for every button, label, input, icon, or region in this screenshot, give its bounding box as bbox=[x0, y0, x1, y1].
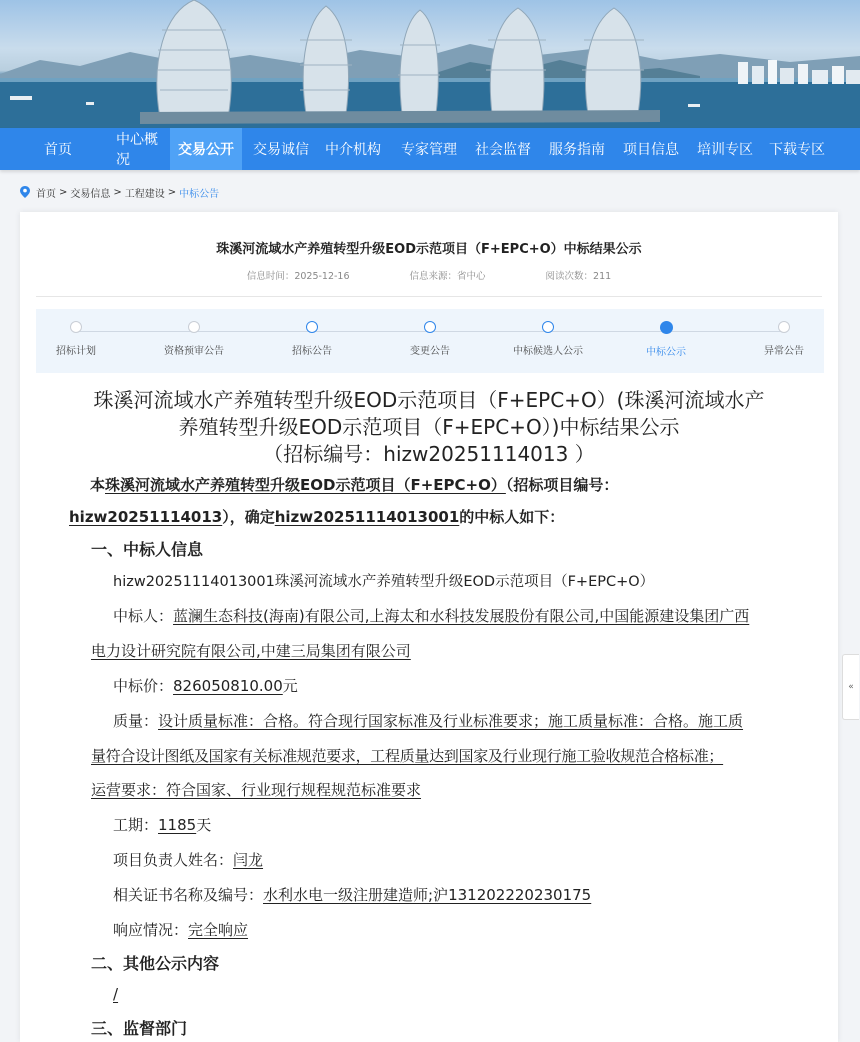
step-label: 变更公告 bbox=[410, 346, 450, 357]
quality-label: 质量： bbox=[113, 712, 159, 730]
quality-value-continued: 运营要求：符合国家、行业现行规程规范标准要求 bbox=[91, 781, 422, 799]
title-divider bbox=[36, 296, 822, 297]
nav-item-home[interactable]: 首页 bbox=[44, 142, 72, 158]
breadcrumb-separator: > bbox=[113, 186, 122, 198]
intro-section-code: hizw20251114013001 bbox=[274, 508, 460, 526]
intro-prefix: 本 bbox=[90, 476, 106, 494]
response-value: 完全响应 bbox=[188, 921, 249, 939]
nav-item-expert-management[interactable]: 专家管理 bbox=[401, 142, 457, 158]
price-value: 826050810.00 bbox=[173, 677, 283, 695]
certificate-line bbox=[113, 884, 591, 905]
nav-item-service-guide[interactable]: 服务指南 bbox=[549, 142, 605, 158]
price-line bbox=[113, 675, 298, 696]
step-prequalification[interactable] bbox=[139, 321, 249, 357]
step-label: 招标计划 bbox=[56, 346, 96, 357]
winner-line bbox=[113, 605, 749, 626]
winner-label: 中标人： bbox=[113, 607, 174, 625]
intro-project-code: hizw20251114013 bbox=[69, 508, 223, 526]
article-meta bbox=[20, 268, 838, 282]
section-name: hizw20251114013001珠溪河流域水产养殖转型升级EOD示范项目（F+EPC+O） bbox=[113, 574, 655, 590]
section-winner-info-heading: 一、中标人信息 bbox=[91, 540, 204, 559]
banner-city-skyline-image bbox=[0, 0, 860, 128]
section-other-heading: 二、其他公示内容 bbox=[91, 954, 220, 973]
quality-line bbox=[113, 710, 743, 731]
intro-line-2 bbox=[69, 506, 564, 527]
certificate-label: 相关证书名称及编号： bbox=[113, 886, 264, 904]
manager-line bbox=[113, 849, 263, 870]
nav-item-intermediary[interactable]: 中介机构 bbox=[325, 142, 381, 158]
breadcrumb-separator: > bbox=[59, 186, 68, 198]
nav-item-project-info[interactable]: 项目信息 bbox=[623, 142, 679, 158]
main-nav bbox=[0, 128, 860, 170]
quality-value: 设计质量标准：合格。符合现行国家标准及行业标准要求；施工质量标准：合格。施工质 bbox=[158, 712, 744, 730]
response-label: 响应情况： bbox=[113, 921, 189, 939]
step-dot bbox=[660, 321, 673, 334]
step-dot bbox=[542, 321, 554, 333]
step-tender-notice[interactable] bbox=[257, 321, 367, 357]
price-label: 中标价： bbox=[113, 677, 174, 695]
document-title-line: 养殖转型升级EOD示范项目（F+EPC+O）)中标结果公示 bbox=[178, 415, 680, 439]
winner-value: 蓝澜生态科技(海南)有限公司,上海太和水科技发展股份有限公司,中国能源建设集团广西 bbox=[173, 607, 750, 625]
period-value: 1185 bbox=[158, 816, 197, 834]
breadcrumb-separator: > bbox=[167, 186, 177, 198]
section-supervision-heading: 三、监督部门 bbox=[91, 1019, 188, 1038]
step-dot bbox=[306, 321, 318, 333]
period-unit: 天 bbox=[196, 816, 212, 834]
breadcrumb-current[interactable]: 中标公告 bbox=[179, 188, 220, 200]
step-label: 招标公告 bbox=[292, 346, 332, 357]
period-label: 工期： bbox=[113, 816, 159, 834]
intro-project-name: 珠溪河流域水产养殖转型升级EOD示范项目（F+EPC+O） bbox=[105, 476, 506, 494]
document-title-line: 珠溪河流域水产养殖转型升级EOD示范项目（F+EPC+O）(珠溪河流域水产 bbox=[93, 388, 765, 412]
location-pin-icon bbox=[20, 186, 30, 198]
breadcrumb-trading-info[interactable]: 交易信息 bbox=[70, 188, 111, 200]
step-label: 资格预审公告 bbox=[164, 346, 224, 357]
response-line bbox=[113, 919, 248, 940]
period-line bbox=[113, 814, 211, 835]
info-time: 信息时间：2025-12-16 bbox=[246, 271, 350, 282]
step-award-publicity[interactable] bbox=[611, 321, 721, 358]
price-unit: 元 bbox=[282, 677, 298, 695]
info-source: 信息来源：省中心 bbox=[409, 271, 486, 282]
process-steps bbox=[36, 309, 824, 373]
breadcrumb bbox=[20, 184, 219, 200]
nav-item-training[interactable]: 培训专区 bbox=[697, 142, 753, 158]
nav-item-center-overview[interactable]: 中心概况 bbox=[116, 132, 158, 168]
read-count: 阅读次数：211 bbox=[545, 271, 612, 282]
article-card bbox=[20, 212, 838, 1042]
nav-item-trading-integrity[interactable]: 交易诚信 bbox=[253, 142, 309, 158]
manager-label: 项目负责人姓名： bbox=[113, 851, 234, 869]
other-content-value: / bbox=[113, 985, 119, 1003]
breadcrumb-home[interactable]: 首页 bbox=[36, 188, 56, 200]
intro-project-code-label: （招标项目编号： bbox=[505, 476, 619, 494]
article-title: 珠溪河流域水产养殖转型升级EOD示范项目（F+EPC+O）中标结果公示 bbox=[216, 242, 642, 257]
certificate-value: 水利水电一级注册建造师;沪131202220230175 bbox=[263, 886, 592, 904]
nav-item-downloads[interactable]: 下载专区 bbox=[769, 142, 825, 158]
step-dot bbox=[778, 321, 790, 333]
intro-suffix: 的中标人如下： bbox=[459, 508, 565, 526]
nav-item-trading-public[interactable]: 交易公开 bbox=[170, 128, 242, 170]
intro-confirm-text: ），确定 bbox=[222, 508, 275, 526]
document-title bbox=[20, 387, 838, 468]
winner-value-continued: 电力设计研究院有限公司,中建三局集团有限公司 bbox=[91, 642, 411, 660]
step-dot bbox=[70, 321, 82, 333]
step-dot bbox=[188, 321, 200, 333]
step-label: 异常公告 bbox=[764, 346, 804, 357]
step-change-notice[interactable] bbox=[375, 321, 485, 357]
intro-line-1 bbox=[90, 474, 618, 495]
step-label: 中标候选人公示 bbox=[513, 346, 583, 357]
step-label: 中标公示 bbox=[646, 347, 686, 358]
step-abnormal-notice[interactable] bbox=[729, 321, 839, 357]
side-collapse-tab[interactable]: « bbox=[842, 654, 859, 720]
step-bidding-plan[interactable] bbox=[21, 321, 131, 357]
header-banner bbox=[0, 0, 860, 128]
quality-value-continued: 量符合设计图纸及国家有关标准规范要求，工程质量达到国家及行业现行施工验收规范合格标准； bbox=[91, 747, 724, 765]
document-title-line: （招标编号：hizw20251114013 ） bbox=[263, 442, 595, 466]
nav-item-social-supervision[interactable]: 社会监督 bbox=[475, 142, 531, 158]
step-dot bbox=[424, 321, 436, 333]
breadcrumb-engineering[interactable]: 工程建设 bbox=[124, 188, 165, 200]
manager-value: 闫龙 bbox=[233, 851, 264, 869]
step-candidate-publicity[interactable] bbox=[493, 321, 603, 357]
